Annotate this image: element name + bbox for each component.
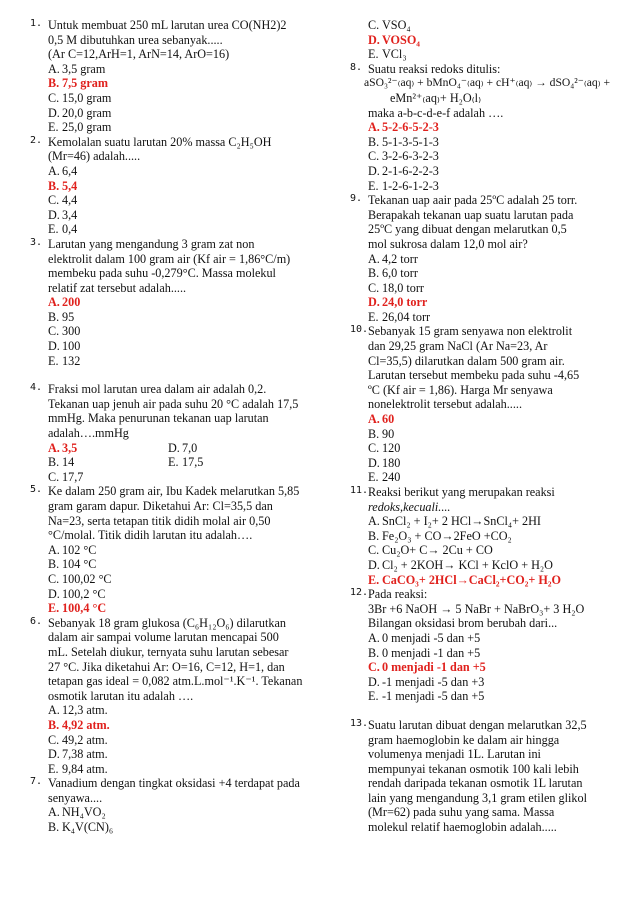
option-a: A. 4,2 torr [368, 251, 418, 266]
question-7-continued [350, 18, 612, 62]
question-text: Untuk membuat 250 mL larutan urea CO(NH2)2 [48, 18, 287, 32]
option-e: E. 0,4 [48, 222, 78, 237]
option-row: C. 17,7 [48, 469, 84, 484]
question-text: Pada reaksi: [368, 587, 428, 602]
question-text: dan 29,25 gram NaCl (Ar Na=23, Ar [368, 339, 548, 354]
question-6 [30, 616, 320, 777]
question-4 [30, 382, 320, 484]
option-e: 17,5 [182, 455, 204, 470]
question-text: Sebanyak 18 gram glukosa (C₆H₁₂O₆) dilarutkan [48, 615, 287, 630]
option-d: D. 7,38 atm. [48, 747, 108, 762]
right-column [350, 18, 612, 835]
question-9 [350, 193, 612, 324]
option-d: D. -1 menjadi -5 dan +3 [368, 674, 485, 689]
option-a-answer: A. 60 [368, 412, 395, 427]
option-e: E. -1 menjadi -5 dan +5 [368, 689, 485, 704]
option-b: B. 95 [48, 309, 75, 324]
option-d: D. 100,2 °C [48, 586, 106, 601]
question-text: (Mr=46) adalah..... [48, 149, 141, 164]
option-c: C. 49,2 atm. [48, 732, 108, 747]
question-text: (Ar C=12,ArH=1, ArN=14, ArO=16) [48, 47, 230, 62]
question-2 [30, 135, 320, 237]
question-8 [350, 62, 612, 193]
question-number: 11. [350, 485, 369, 496]
question-text: 27 °C. Jika diketahui Ar: O=16, C=12, H=1, dan [48, 659, 285, 674]
question-text: Larutan yang mengandung 3 gram zat non [48, 236, 255, 251]
option-c: C. 15,0 gram [48, 90, 112, 105]
question-5 [30, 484, 320, 615]
option-d: D. 2-1-6-2-2-3 [368, 163, 439, 178]
option-a-answer: A. 5-2-6-5-2-3 [368, 120, 439, 135]
question-3 [30, 237, 320, 368]
question-text: Suatu larutan dibuat dengan melarutkan 32,5 [368, 717, 587, 732]
question-text: Suatu reaksi redoks ditulis: [368, 61, 501, 76]
question-text: °C/molal. Titik didih larutan itu adalah…. [48, 528, 253, 543]
question-number: 9. [350, 193, 363, 205]
option-b: B. 90 [368, 426, 395, 441]
question-number: 13. [350, 717, 369, 729]
reaction-equation: 3Br +6 NaOH → 5 NaBr + NaBrO₃+ 3 H₂O [368, 601, 585, 616]
question-number: 5. [30, 484, 43, 496]
question-13 [350, 718, 612, 835]
question-number: 2. [30, 134, 43, 146]
question-text: Larutan tersebut membeku pada suhu -4,65 [368, 368, 580, 383]
question-text: Fraksi mol larutan urea dalam air adalah 0,2. [48, 382, 267, 397]
question-text: Sebanyak 15 gram senyawa non elektrolit [368, 324, 573, 339]
option-b: 14 [62, 455, 75, 470]
question-text: tetapan gas ideal = 0,082 atm.L.mol⁻¹.K⁻¹. Tekanan [48, 674, 303, 689]
question-text: Kemolalan suatu larutan 20% massa C₂H₅OH [48, 134, 272, 149]
question-text: gram garam dapur. Diketahui Ar: Cl=35,5 dan [48, 499, 273, 513]
option-b: B. 5-1-3-5-1-3 [368, 134, 439, 149]
reaction-equation: aSO₃²⁻₍aq₎ + bMnO₄⁻₍aq₎ + cH⁺₍aq₎ → dSO₄²⁻₍aq₎ + [364, 76, 610, 90]
question-10 [350, 324, 612, 485]
question-12 [350, 587, 612, 704]
option-a: A. NH₄VO₂ [48, 805, 106, 820]
option-e-answer: E. CaCO₃+ 2HCl→CaCl₂+CO₂+ H₂O [368, 572, 561, 587]
question-text: molekul relatif haemoglobin adalah..... [368, 820, 557, 835]
option-d-answer: D. 24,0 torr [368, 295, 428, 310]
option-b: B. 104 °C [48, 557, 97, 572]
option-b-answer: B. 7,5 gram [48, 76, 109, 91]
question-text: Ke dalam 250 gram air, Ibu Kadek melarutkan 5,85 [48, 484, 300, 499]
option-a: A. 12,3 atm. [48, 703, 108, 718]
question-1 [30, 18, 320, 135]
question-number: 1. [30, 18, 43, 29]
question-text: volumenya menjadi 1L. Larutan ini [368, 747, 541, 762]
question-text: adalah….mmHg [48, 426, 129, 441]
question-text: mL. Setelah diukur, ternyata suhu larutan sebesar [48, 644, 289, 659]
left-column [30, 18, 320, 835]
option-b: B. 0 menjadi -1 dan +5 [368, 645, 481, 660]
option-b: B. K₄V(CN)₆ [48, 820, 114, 835]
question-text: 25ºC yang dibuat dengan melarutkan 0,5 [368, 222, 567, 237]
question-number: 4. [30, 382, 43, 394]
question-text: Bilangan oksidasi brom berubah dari... [368, 616, 558, 631]
option-d: D. Cl₂ + 2KOH→ KCl + KclO + H₂O [368, 557, 553, 572]
question-7 [30, 776, 320, 834]
option-b-answer: B. 4,92 atm. [48, 717, 110, 732]
option-b-answer: B. 5,4 [48, 178, 78, 193]
option-e: E. 25,0 gram [48, 120, 112, 135]
question-text: relatif zat tersebut adalah..... [48, 280, 187, 295]
question-text: mempunyai tekanan osmotik 100 kali lebih [368, 761, 579, 776]
option-e: E. 26,04 torr [368, 309, 431, 324]
option-e: E. 240 [368, 470, 401, 485]
option-row: B. 14 E. 17,5 [48, 455, 204, 470]
question-text: mol sukrosa dalam 12,0 mol air? [368, 236, 528, 251]
question-text: Tekanan uap aair pada 25ºC adalah 25 torr. [368, 193, 578, 208]
question-text: maka a-b-c-d-e-f adalah …. [368, 105, 504, 120]
question-text: Reaksi berikut yang merupakan reaksi [368, 485, 555, 499]
question-text: membeku pada suhu -0,279°C. Massa molekul [48, 266, 276, 281]
question-number: 7. [30, 776, 43, 788]
option-c: C. 100,02 °C [48, 571, 112, 586]
question-text: rendah daripada tekanan osmotik 1L larutan [368, 776, 583, 791]
option-b: B. Fe₂O₃ + CO→2FeO +CO₂ [368, 528, 512, 543]
option-c: C. Cu₂O+ C→ 2Cu + CO [368, 543, 493, 558]
question-number: 12. [350, 587, 369, 599]
option-c: C. 300 [48, 324, 81, 339]
option-e: E. 1-2-6-1-2-3 [368, 178, 439, 193]
question-text: 0,5 M dibutuhkan urea sebanyak..... [48, 32, 223, 47]
question-number: 8. [350, 61, 363, 73]
option-d: D. 20,0 gram [48, 105, 112, 120]
option-a: A. 0 menjadi -5 dan +5 [368, 630, 481, 645]
question-text: dalam air sampai volume larutan mencapai 500 [48, 630, 279, 645]
question-text: Cl=35,5) dilarutkan dalam 500 gram air. [368, 353, 565, 368]
question-text: ºC (Kf air = 1,86). Harga Mr senyawa [368, 382, 553, 397]
option-d: D. 180 [368, 455, 401, 470]
question-text: Berapakah tekanan uap suatu larutan pada [368, 207, 574, 222]
option-d-answer: D. VOSO₄ [368, 32, 420, 47]
question-text: mmHg. Maka penurunan tekanan uap larutan [48, 411, 269, 426]
option-c: C. 18,0 torr [368, 280, 424, 295]
option-c: C. VSO₄ [368, 18, 411, 32]
option-c: C. 120 [368, 441, 401, 456]
question-text: Vanadium dengan tingkat oksidasi +4 terdapat pada [48, 776, 300, 791]
option-c: C. 4,4 [48, 193, 78, 208]
question-number: 3. [30, 236, 43, 248]
question-text: redoks,kecuali.... [368, 499, 451, 514]
option-e: E. VCl₃ [368, 47, 407, 62]
option-e: E. 9,84 atm. [48, 761, 108, 776]
option-a: A. 6,4 [48, 163, 78, 178]
question-number: 10. [350, 324, 369, 336]
question-text: Tekanan uap jenuh air pada suhu 20 °C adalah 17,5 [48, 396, 299, 411]
question-text: osmotik larutan itu adalah …. [48, 688, 194, 703]
question-text: Na=23, serta tetapan titik didih molal air 0,50 [48, 513, 271, 528]
option-d: 7,0 [182, 440, 198, 455]
question-text: elektrolit dalam 100 gram air (Kf air = 1,86°C/m) [48, 251, 291, 266]
option-a: A. 102 °C [48, 542, 97, 557]
question-11 [350, 485, 612, 587]
option-c-answer: C. 0 menjadi -1 dan +5 [368, 660, 486, 675]
option-a: A. 3,5 gram [48, 61, 106, 76]
option-e-answer: E. 100,4 °C [48, 601, 107, 616]
question-text: senyawa.... [48, 790, 103, 805]
question-text: lain yang mengandung 3,1 gram etilen glikol [368, 790, 587, 805]
option-row: A. 3,5 D. 7,0 [48, 440, 198, 455]
question-text: gram haemoglobin ke dalam air hingga [368, 732, 560, 747]
option-b: B. 6,0 torr [368, 266, 418, 281]
option-a-answer: A. 200 [48, 295, 81, 310]
option-c: C. 3-2-6-3-2-3 [368, 149, 439, 164]
option-c: 17,7 [62, 469, 84, 484]
option-d: D. 100 [48, 339, 81, 354]
question-text: nonelektrolit tersebut adalah..... [368, 397, 522, 412]
reaction-equation: eMn²⁺₍aq₎+ H₂O₍l₎ [390, 90, 482, 105]
question-text: (Mr=62) pada suhu yang sama. Massa [368, 805, 555, 820]
option-e: E. 132 [48, 353, 81, 368]
option-a: A. SnCl₂ + I₂+ 2 HCl→SnCl₄+ 2HI [368, 514, 541, 529]
option-a-answer: 3,5 [62, 440, 78, 455]
option-d: D. 3,4 [48, 207, 78, 222]
question-number: 6. [30, 615, 43, 627]
